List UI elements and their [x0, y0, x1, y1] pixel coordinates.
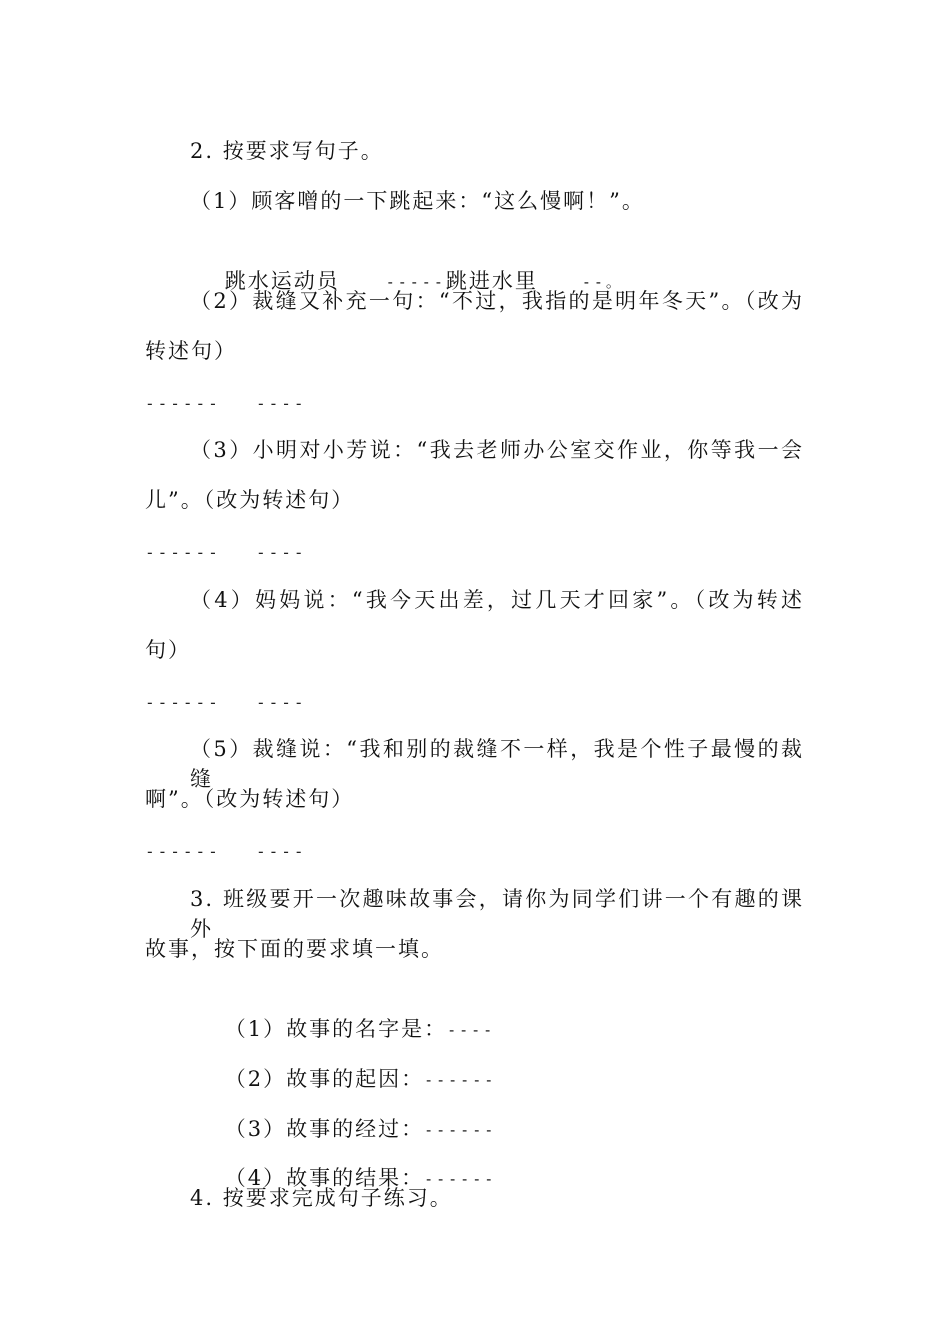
q3-item4-label: （4）故事的结果： — [224, 1166, 425, 1190]
q2-item1-blank2: --。 — [581, 273, 624, 291]
q3-line2: 故事，按下面的要求填一填。 — [145, 937, 444, 961]
q2-item3-answer-b: ---- — [256, 543, 307, 562]
q2-item1-blank1: ----- — [385, 273, 446, 291]
q2-item3-answer-a: ------ — [145, 543, 221, 562]
q2-item1-example-b: 跳进水里 — [445, 269, 538, 293]
q2-item1-example-a: 跳水运动员 — [224, 269, 340, 293]
q2-item3-line1: （3）小明对小芳说：“我去老师办公室交作业，你等我一会 — [190, 438, 804, 462]
q3-item4-blank: ------ — [424, 1170, 497, 1188]
q2-item4-answer-a: ------ — [145, 693, 221, 712]
q2-item5-line2: 啊”。（改为转述句） — [145, 787, 355, 811]
q2-item5-answer-b: ---- — [256, 842, 307, 861]
q2-item2-line2: 转述句） — [145, 339, 237, 363]
q2-item4-answer-b: ---- — [256, 693, 307, 712]
q2-item4-line2: 句） — [145, 638, 191, 662]
q2-item5-answer-a: ------ — [145, 842, 221, 861]
q3-item2-blank: ------ — [424, 1071, 497, 1089]
q2-title: 2. 按要求写句子。 — [190, 139, 384, 163]
q4-title: 4. 按要求完成句子练习。 — [190, 1186, 453, 1210]
q3-item1-blank: ---- — [447, 1021, 496, 1039]
q2-item2-line1: （2）裁缝又补充一句：“不过，我指的是明年冬天”。（改为 — [190, 289, 804, 313]
q2-item2-answer-b: ---- — [256, 394, 307, 413]
q3-line1: 3. 班级要开一次趣味故事会，请你为同学们讲一个有趣的课外 — [190, 887, 804, 941]
q2-item3-line2: 儿”。（改为转述句） — [145, 488, 355, 512]
q3-item3-blank: ------ — [424, 1121, 497, 1139]
q3-item1-label: （1）故事的名字是： — [224, 1017, 448, 1041]
q3-item3-label: （3）故事的经过： — [224, 1117, 425, 1141]
q2-item5-line1: （5）裁缝说：“我和别的裁缝不一样，我是个性子最慢的裁缝 — [190, 737, 804, 791]
q2-item2-answer-a: ------ — [145, 394, 221, 413]
q2-item1-sentence: （1）顾客噌的一下跳起来：“这么慢啊！”。 — [190, 189, 645, 213]
q2-item4-line1: （4）妈妈说：“我今天出差，过几天才回家”。（改为转述 — [190, 588, 804, 612]
q3-item2-label: （2）故事的起因： — [224, 1067, 425, 1091]
